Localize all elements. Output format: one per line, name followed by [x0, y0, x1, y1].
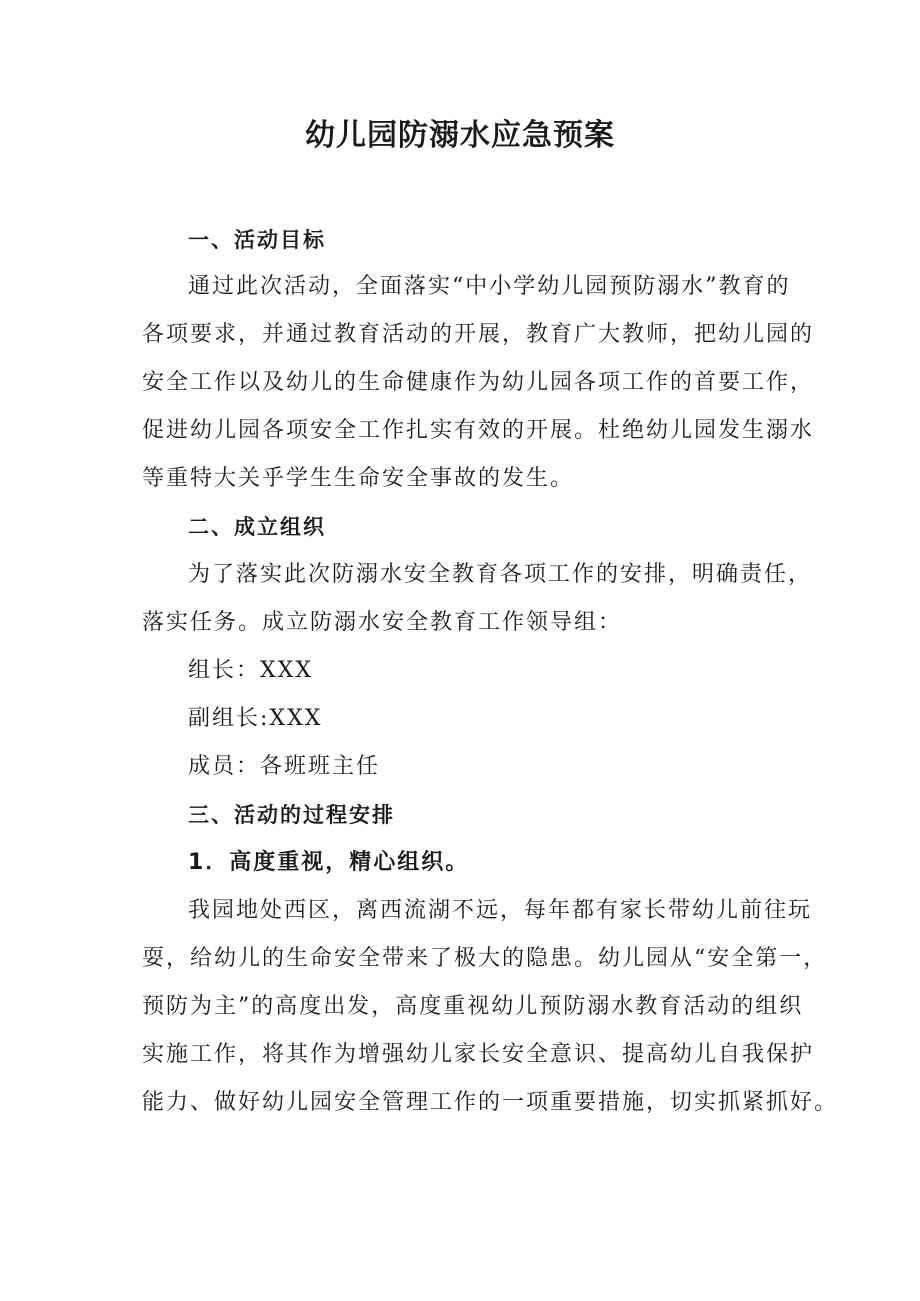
- paragraph-line: 通过此次活动，全面落实“中小学幼儿园预防溺水”教育的: [188, 274, 791, 299]
- paragraph-line: 安全工作以及幼儿的生命健康作为幼儿园各项工作的首要工作，: [142, 370, 815, 395]
- paragraph-line: 能力、做好幼儿园安全管理工作的一项重要措施，切实抓紧抓好。: [142, 1090, 839, 1115]
- group-leader: 组长：XXX: [188, 658, 313, 683]
- section-heading-goals: 一、活动目标: [188, 228, 326, 252]
- deputy-leader: 副组长:XXX: [188, 706, 323, 731]
- paragraph-line: 等重特大关乎学生生命安全事故的发生。: [142, 466, 575, 491]
- paragraph-line: 我园地处西区，离西流湖不远，每年都有家长带幼儿前往玩: [188, 898, 813, 923]
- paragraph-line: 实施工作，将其作为增强幼儿家长安全意识、提高幼儿自我保护: [142, 1042, 815, 1067]
- sub-heading: 1．高度重视，精心组织。: [188, 850, 470, 875]
- section-heading-organization: 二、成立组织: [188, 515, 326, 539]
- paragraph-line: 预防为主”的高度出发，高度重视幼儿预防溺水教育活动的组织: [142, 994, 804, 1019]
- paragraph-line: 促进幼儿园各项安全工作扎实有效的开展。杜绝幼儿园发生溺水: [142, 418, 815, 443]
- paragraph-line: 落实任务。成立防溺水安全教育工作领导组：: [142, 610, 623, 635]
- group-members: 成员：各班班主任: [188, 754, 381, 779]
- document-title: 幼儿园防溺水应急预案: [305, 118, 615, 153]
- section-heading-process: 三、活动的过程安排: [188, 803, 395, 827]
- paragraph-line: 各项要求，并通过教育活动的开展，教育广大教师，把幼儿园的: [142, 322, 815, 347]
- paragraph-line: 耍，给幼儿的生命安全带来了极大的隐患。幼儿园从“安全第一，: [142, 946, 828, 971]
- paragraph-line: 为了落实此次防溺水安全教育各项工作的安排，明确责任，: [188, 562, 813, 587]
